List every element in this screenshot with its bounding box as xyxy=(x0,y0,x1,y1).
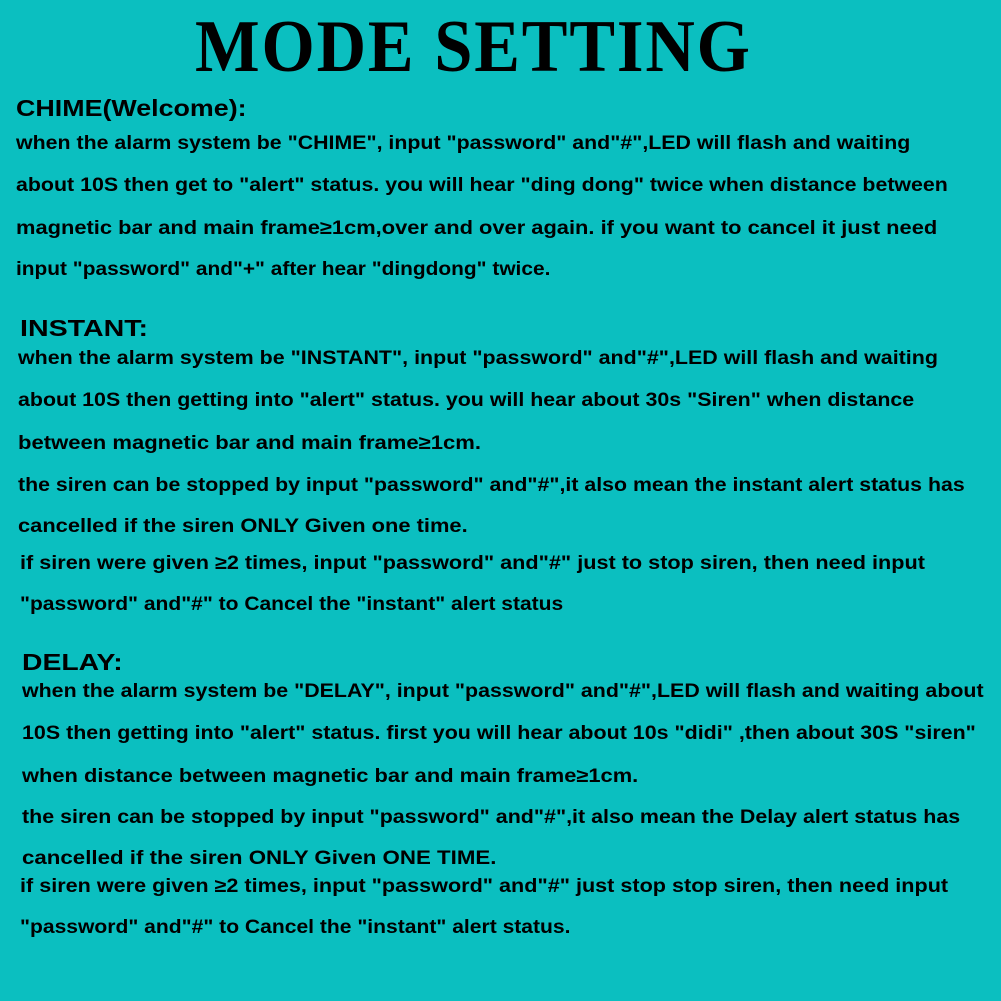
section-heading-chime: CHIME(Welcome): xyxy=(16,95,247,121)
section-heading-delay: DELAY: xyxy=(22,649,123,675)
instant-line: between magnetic bar and main frame≥1cm. xyxy=(18,433,481,454)
delay-line: when the alarm system be "DELAY", input "password" and"#",LED will flash and waiting about xyxy=(22,681,984,702)
delay-line: the siren can be stopped by input "password" and"#",it also mean the Delay alert status has xyxy=(22,807,961,828)
chime-line: about 10S then get to "alert" status. you will hear "ding dong" twice when distance between xyxy=(16,175,948,196)
instant-line: when the alarm system be "INSTANT", input "password" and"#",LED will flash and waiting xyxy=(18,348,938,369)
chime-line: magnetic bar and main frame≥1cm,over and over again. if you want to cancel it just need xyxy=(16,218,938,239)
delay-line: cancelled if the siren ONLY Given ONE TIME. xyxy=(22,848,497,869)
instant-line: if siren were given ≥2 times, input "password" and"#" just to stop siren, then need input xyxy=(20,553,925,574)
delay-line: 10S then getting into "alert" status. first you will hear about 10s "didi" ,then about 30S "siren" xyxy=(22,723,976,744)
instant-line: about 10S then getting into "alert" status. you will hear about 30s "Siren" when distance xyxy=(18,390,915,411)
delay-line: "password" and"#" to Cancel the "instant" alert status. xyxy=(20,917,571,938)
chime-line: when the alarm system be "CHIME", input "password" and"#",LED will flash and waiting xyxy=(16,133,911,154)
section-heading-instant: INSTANT: xyxy=(20,315,149,341)
delay-line: when distance between magnetic bar and main frame≥1cm. xyxy=(22,766,639,787)
instant-line: cancelled if the siren ONLY Given one time. xyxy=(18,516,468,537)
delay-line: if siren were given ≥2 times, input "password" and"#" just stop stop siren, then need input xyxy=(20,876,949,897)
page-title: MODE SETTING xyxy=(195,6,752,88)
instant-line: "password" and"#" to Cancel the "instant" alert status xyxy=(20,594,564,615)
chime-line: input "password" and"+" after hear "dingdong" twice. xyxy=(16,259,551,280)
instant-line: the siren can be stopped by input "password" and"#",it also mean the instant alert status has xyxy=(18,475,965,496)
